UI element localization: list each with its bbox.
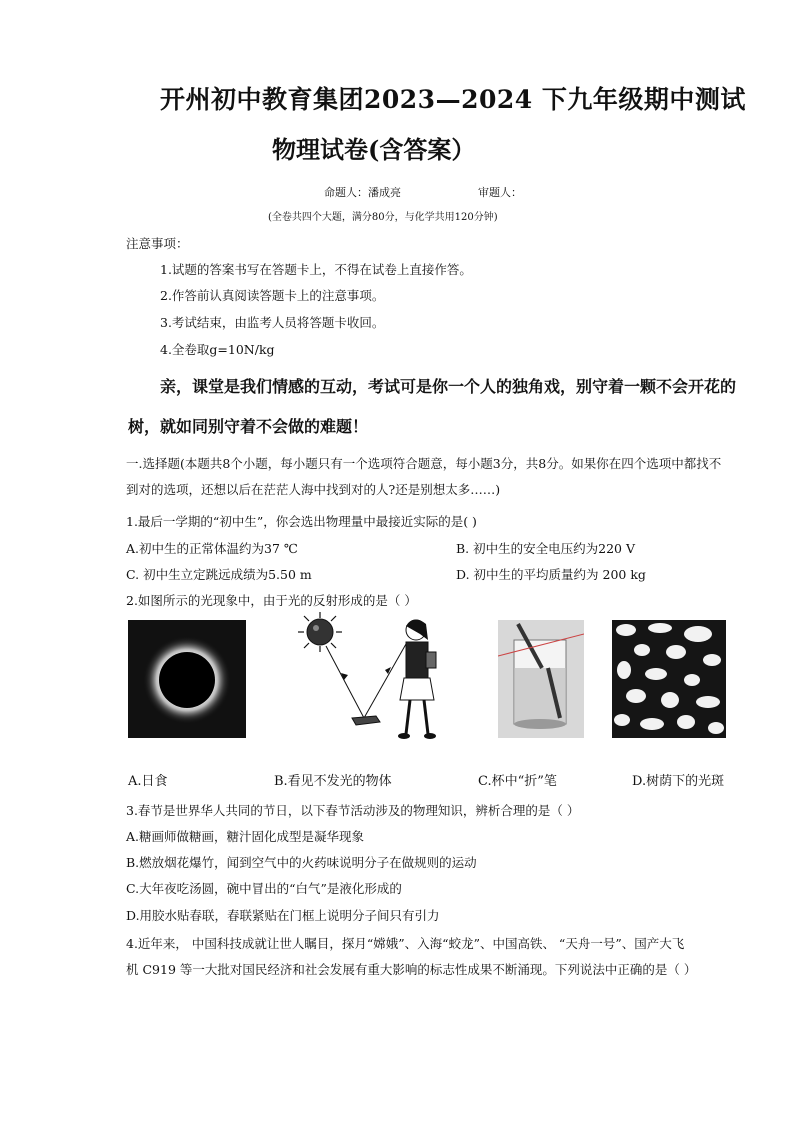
option-c: C.大年夜吃汤圆，碗中冒出的“白气”是液化形成的 [126, 881, 402, 896]
picture-caption-a: A.日食 [128, 774, 168, 789]
notice-item: 3.考试结束，由监考人员将答题卡收回。 [160, 315, 385, 330]
section-intro: 一.选择题(本题共8个小题，每小题只有一个选项符合题意，每小题3分，共8分。如果你在四个选项中都找不 [126, 456, 722, 471]
motto-line: 亲，课堂是我们情感的互动，考试可是你一个人的独角戏，别守着一颗不会开花的 [160, 377, 737, 396]
option-a: A.糖画师做糖画，糖汁固化成型是凝华现象 [126, 829, 365, 844]
question-3-stem: 3.春节是世界华人共同的节日，以下春节活动涉及的物理知识，辨析合理的是（ ） [126, 803, 580, 818]
solar-eclipse-image [128, 620, 246, 738]
exam-title: 开州初中教育集团2023—2024 下九年级期中测试 [160, 85, 746, 114]
option-a: A.初中生的正常体温约为37 ℃ [126, 541, 298, 556]
picture-caption-b: B.看见不发光的物体 [274, 774, 392, 789]
question-4-stem-cont: 机 C919 等一大批对国民经济和社会发展有重大影响的标志性成果不断涌现。下列说法中正确的是（ ） [126, 962, 697, 977]
question-1-stem: 1.最后一学期的“初中生”，你会选出物理量中最接近实际的是( ) [126, 514, 477, 529]
pencil-in-glass-image [498, 620, 584, 738]
section-intro: 到对的选项，还想以后在茫茫人海中找到对的人?还是别想太多……) [126, 482, 501, 497]
author-line: 命题人：潘成亮 [324, 186, 401, 199]
motto-line: 树，就如同别守着不会做的难题！ [128, 417, 369, 436]
notice-item: 4.全卷取g=10N/kg [160, 342, 275, 357]
reflection-diagram-image [296, 612, 456, 744]
exam-subtitle: 物理试卷(含答案） [272, 135, 476, 164]
notice-heading: 注意事项： [126, 236, 189, 251]
picture-caption-d: D.树荫下的光斑 [632, 774, 725, 789]
question-4-stem: 4.近年来， 中国科技成就让世人瞩目，探月“嫦娥”、入海“蛟龙”、中国高铁、 “天舟一号”、国产大飞 [126, 936, 685, 951]
reviewer-line: 审题人： [478, 186, 522, 199]
notice-item: 2.作答前认真阅读答题卡上的注意事项。 [160, 288, 385, 303]
option-b: B.燃放烟花爆竹，闻到空气中的火药味说明分子在做规则的运动 [126, 855, 477, 870]
notice-item: 1.试题的答案书写在答题卡上，不得在试卷上直接作答。 [160, 262, 472, 277]
option-d: D. 初中生的平均质量约为 200 kg [456, 567, 646, 582]
question-2-stem: 2.如图所示的光现象中，由于光的反射形成的是（ ） [126, 593, 417, 608]
exam-note: (全卷共四个大题，满分80分，与化学共用120分钟) [268, 212, 498, 223]
option-c: C. 初中生立定跳远成绩为5.50 m [126, 567, 312, 582]
option-d: D.用胶水贴春联，春联紧贴在门框上说明分子间只有引力 [126, 908, 440, 923]
option-b: B. 初中生的安全电压约为220 V [456, 541, 635, 556]
picture-caption-c: C.杯中“折”笔 [478, 774, 557, 789]
light-spots-image [612, 620, 726, 738]
